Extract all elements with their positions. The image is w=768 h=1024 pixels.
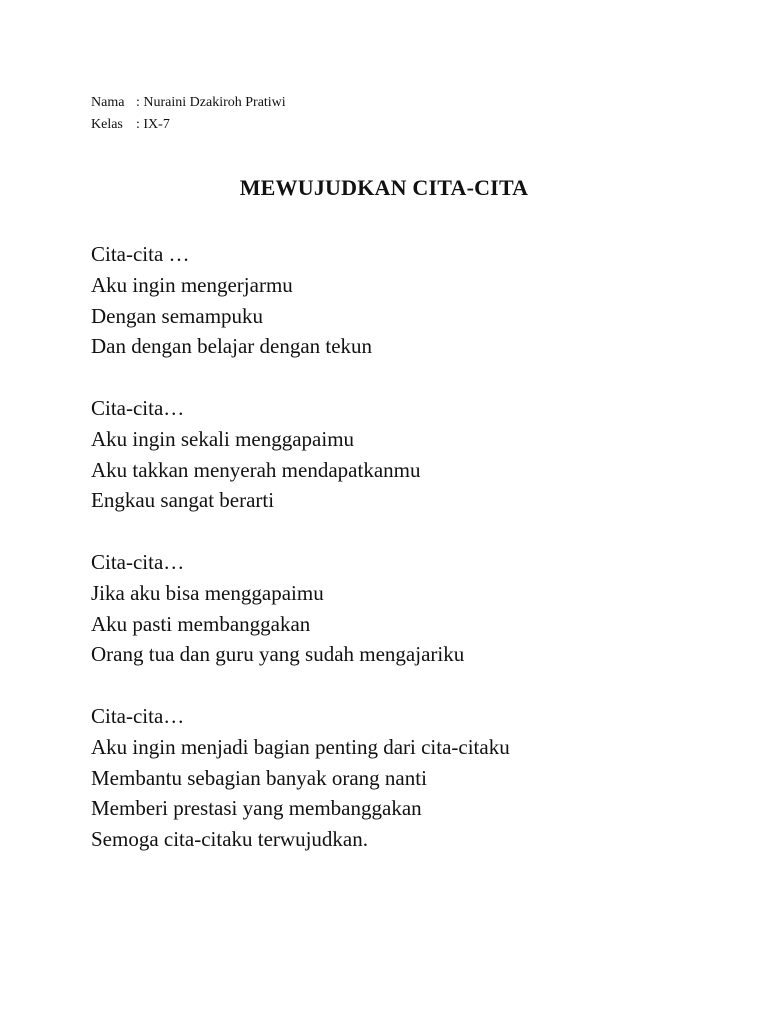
- poem-line: Memberi prestasi yang membanggakan: [91, 796, 422, 821]
- student-info: [91, 92, 286, 136]
- poem-line: Dengan semampuku: [91, 303, 264, 328]
- poem-line: Dan dengan belajar dengan tekun: [91, 334, 373, 359]
- poem-title: MEWUJUDKAN CITA-CITA: [239, 175, 529, 200]
- stanza-4: [91, 701, 510, 855]
- poem-line: Cita-cita…: [91, 703, 185, 728]
- poem-line: Aku takkan menyerah mendapatkanmu: [91, 457, 421, 482]
- name-row: [91, 92, 286, 114]
- poem-body: [91, 239, 510, 886]
- stanza-2: [91, 393, 510, 516]
- poem-line: Jika aku bisa menggapaimu: [91, 580, 324, 605]
- poem-line: Aku ingin sekali menggapaimu: [91, 426, 355, 451]
- class-label: Kelas: [91, 117, 123, 132]
- poem-line: Engkau sangat berarti: [91, 488, 275, 513]
- poem-line: Aku ingin menjadi bagian penting dari cita-citaku: [91, 734, 510, 759]
- class-row: [91, 114, 286, 136]
- poem-line: Semoga cita-citaku terwujudkan.: [91, 827, 368, 852]
- stanza-1: [91, 239, 510, 362]
- poem-line: Orang tua dan guru yang sudah mengajariku: [91, 642, 465, 667]
- poem-line: Aku pasti membanggakan: [91, 611, 311, 636]
- poem-line: Membantu sebagian banyak orang nanti: [91, 765, 427, 790]
- poem-line: Cita-cita…: [91, 395, 185, 420]
- class-value: : IX-7: [136, 117, 170, 132]
- poem-line: Cita-cita …: [91, 242, 190, 266]
- poem-line: Cita-cita…: [91, 549, 185, 574]
- poem-line: Aku ingin mengerjarmu: [91, 272, 293, 297]
- name-label: Nama: [91, 95, 125, 110]
- stanza-3: [91, 547, 510, 670]
- name-value: : Nuraini Dzakiroh Pratiwi: [136, 95, 286, 110]
